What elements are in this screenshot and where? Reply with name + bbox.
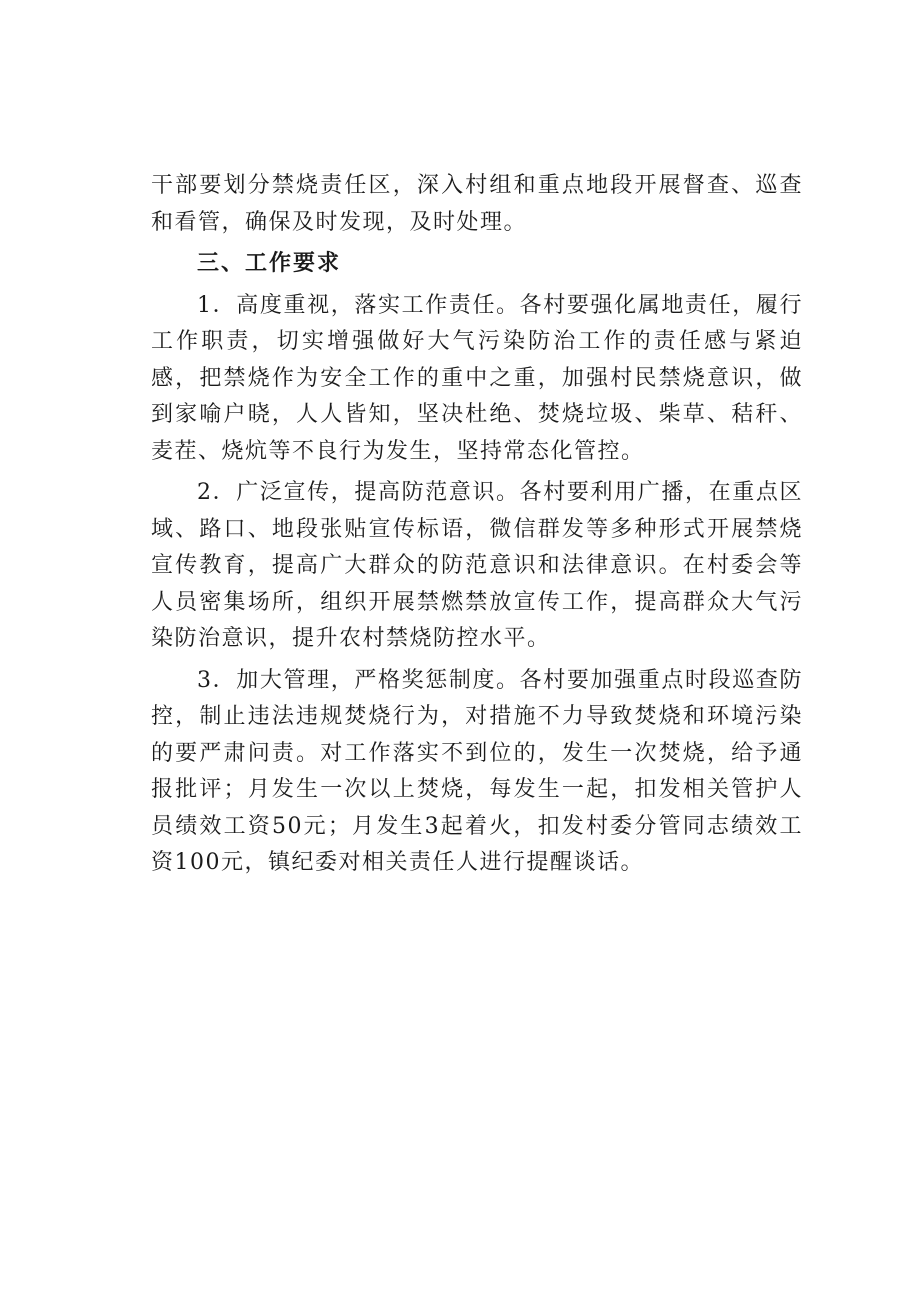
intro-paragraph: 干部要划分禁烧责任区，深入村组和重点地段开展督查、巡查和看管，确保及时发现，及时处理。 bbox=[151, 173, 803, 235]
requirement-item-2: 2．广泛宣传，提高防范意识。各村要利用广播，在重点区域、路口、地段张贴宣传标语，微信群发等多种形式开展禁烧宣传教育，提高广大群众的防范意识和法律意识。在村委会等人员密集场所，组织开展禁燃禁放宣传工作，提高群众大气污染防治意识，提升农村禁烧防控水平。 bbox=[151, 480, 803, 651]
document-body bbox=[151, 168, 803, 882]
requirement-item-3: 3．加大管理，严格奖惩制度。各村要加强重点时段巡查防控，制止违法违规焚烧行为，对措施不力导致焚烧和环境污染的要严肃问责。对工作落实不到位的，发生一次焚烧，给予通报批评；月发生一次以上焚烧，每发生一起，扣发相关管护人员绩效工资50元；月发生3起着火，扣发村委分管同志绩效工资100元，镇纪委对相关责任人进行提醒谈话。 bbox=[151, 667, 803, 875]
section-heading: 三、工作要求 bbox=[197, 251, 342, 276]
requirement-item-1: 1．高度重视，落实工作责任。各村要强化属地责任，履行工作职责，切实增强做好大气污染防治工作的责任感与紧迫感，把禁烧作为安全工作的重中之重，加强村民禁烧意识，做到家喻户晓，人人皆知，坚决杜绝、焚烧垃圾、柴草、秸秆、麦茬、烧炕等不良行为发生，坚持常态化管控。 bbox=[151, 292, 803, 464]
